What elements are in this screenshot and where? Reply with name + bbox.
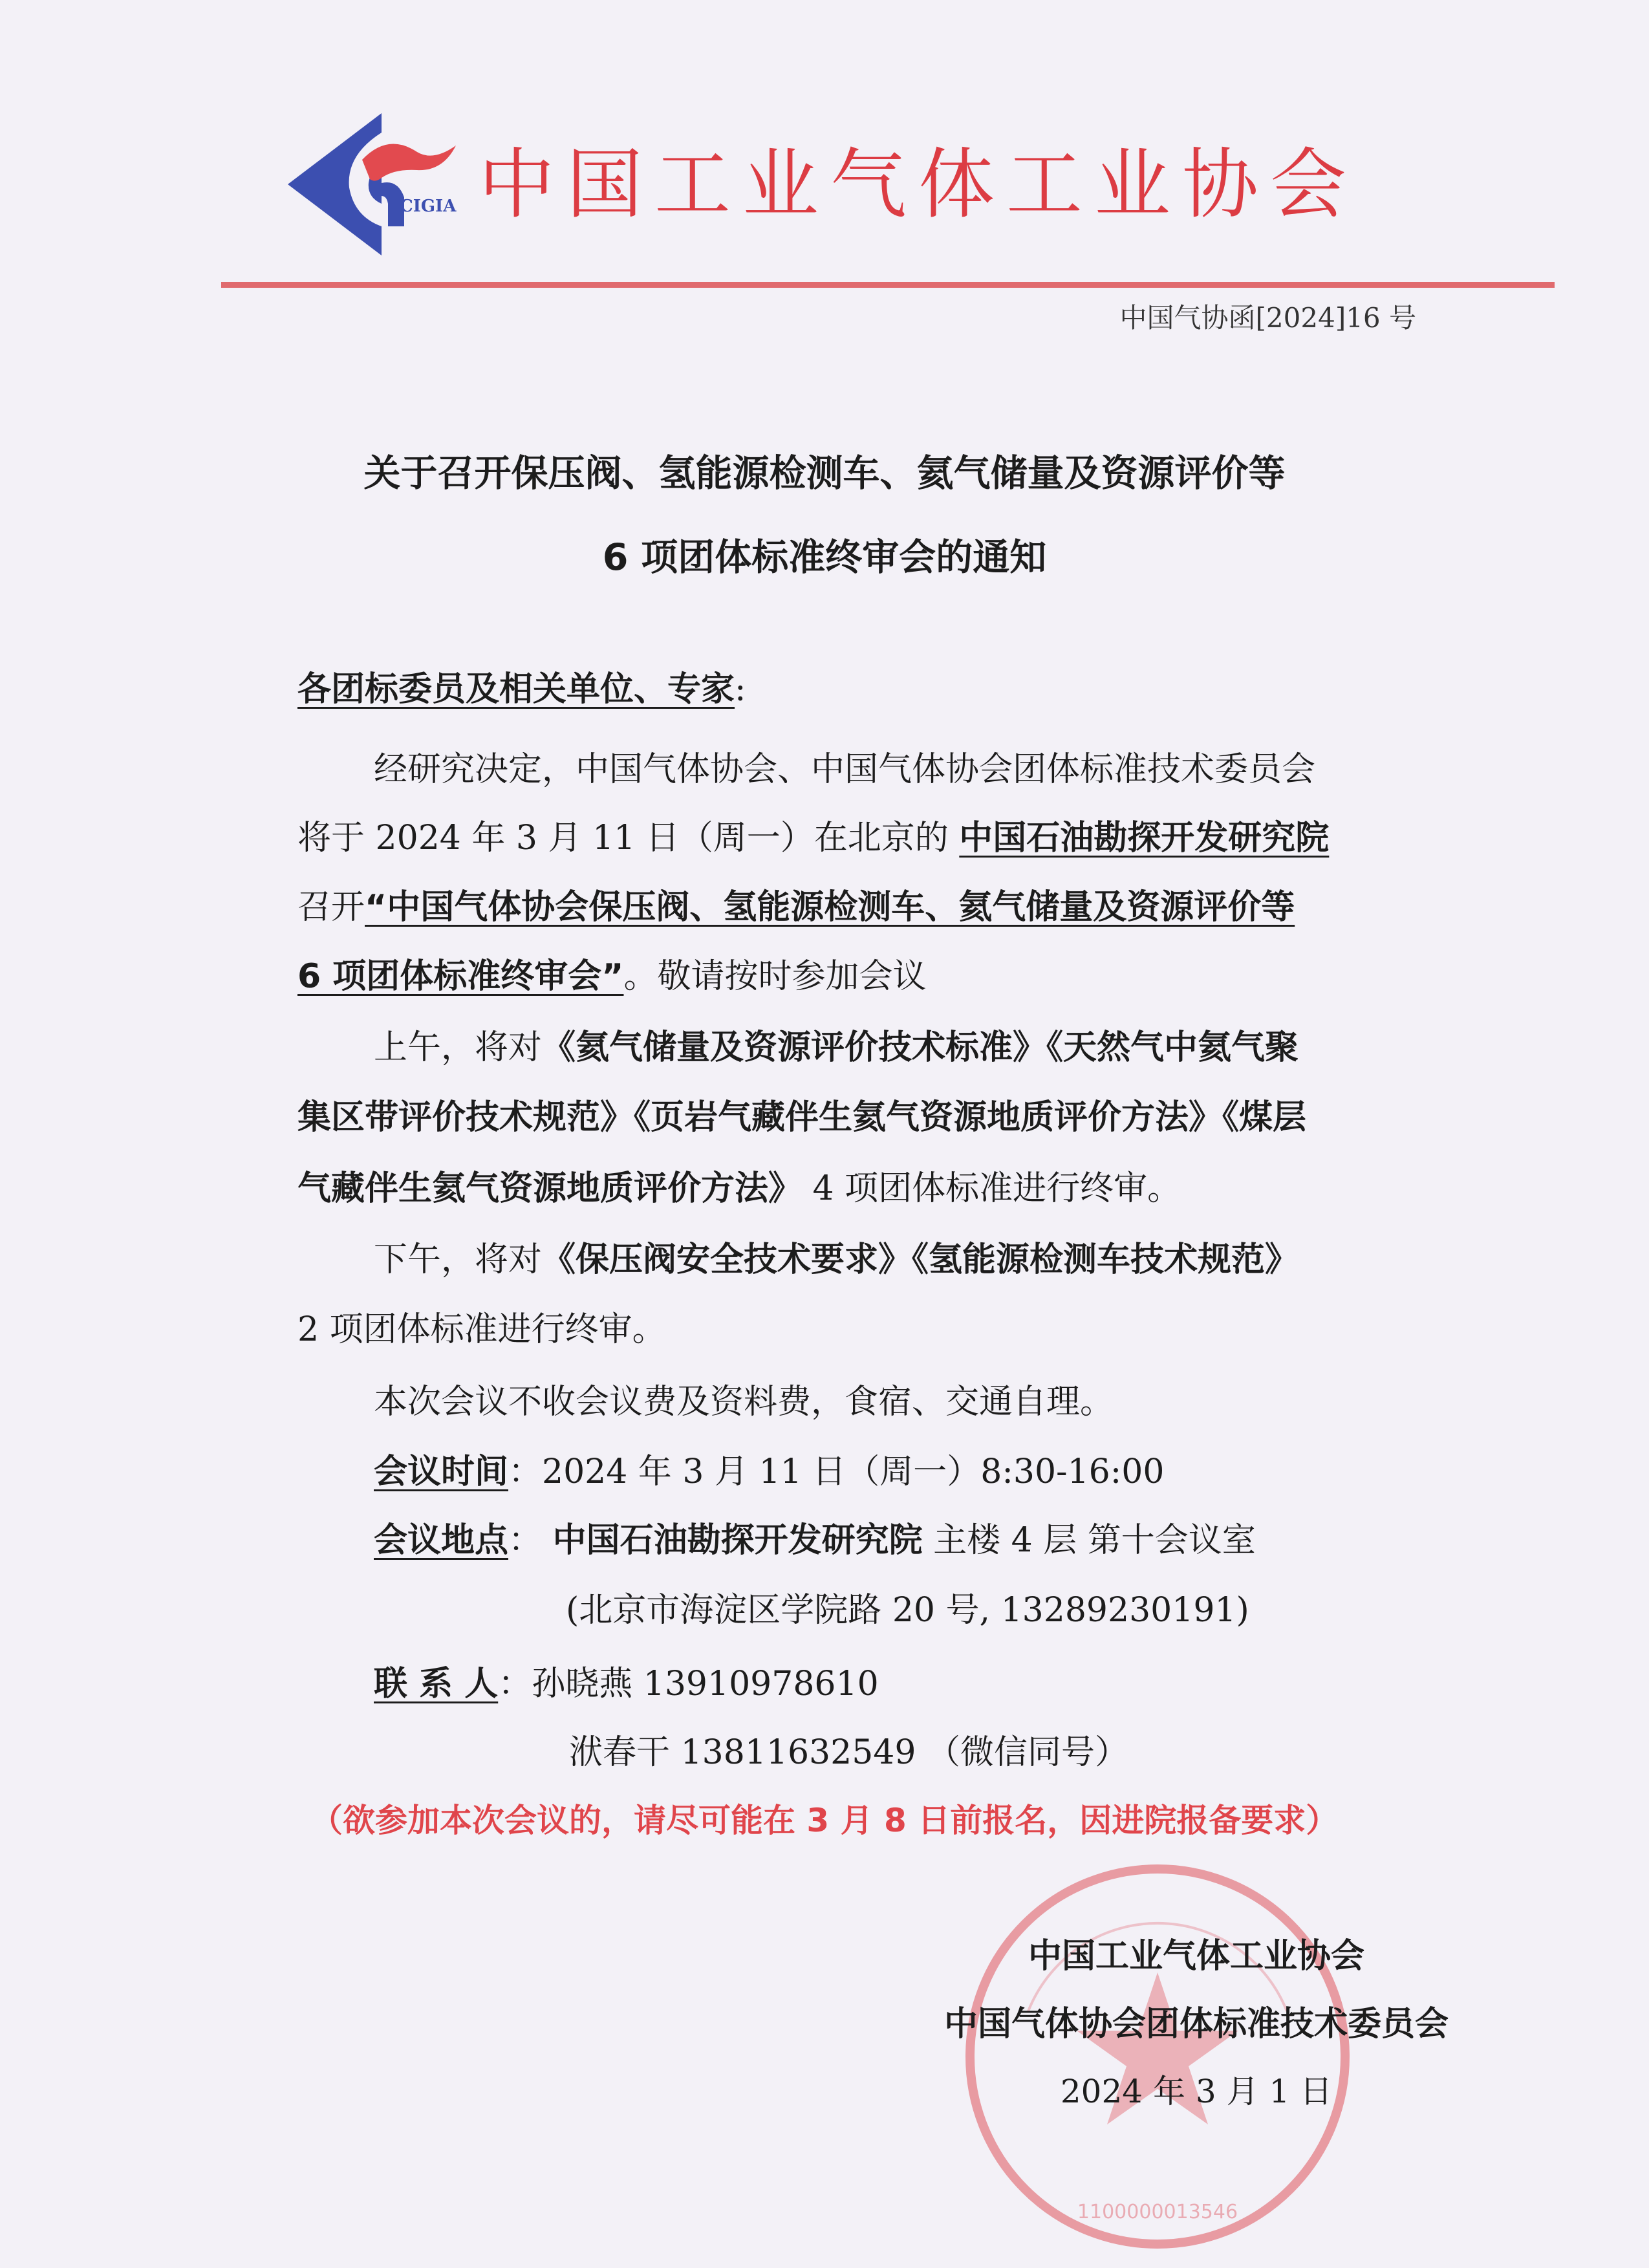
meeting-time-value: ：2024 年 3 月 11 日（周一）8:30-16:00 [508, 1453, 1165, 1491]
p3-line-2: 2 项团体标准进行终审。 [297, 1310, 666, 1349]
meeting-name-part-2: 6 项团体标准终审会” [297, 957, 624, 996]
meeting-place [374, 1516, 1256, 1565]
p1-line-2 [297, 814, 1329, 863]
afternoon-standards: 《保压阀安全技术要求》《氢能源检测车技术规范》 [542, 1240, 1299, 1279]
p1-line-4 [297, 952, 926, 1001]
p2-line-1-text: 上午，将对 [374, 1028, 543, 1067]
p3-line-1-text: 下午，将对 [374, 1240, 543, 1279]
contact-label: 联 系 人 [374, 1665, 499, 1703]
meeting-address: (北京市海淀区学院路 20 号, 13289230191) [566, 1591, 1249, 1630]
organization-title: 中国工业气体工业协会 [479, 140, 1359, 229]
salutation-colon: : [735, 670, 746, 709]
p2-line-3 [297, 1164, 1181, 1213]
svg-text:CIGIA: CIGIA [400, 197, 457, 216]
morning-standards-1: 《氦气储量及资源评价技术标准》《天然气中氦气聚 [542, 1028, 1299, 1067]
signature-org-2: 中国气体协会团体标准技术委员会 [943, 2005, 1449, 2044]
salutation-text: 各团标委员及相关单位、专家 [297, 670, 735, 709]
meeting-time-label: 会议时间 [374, 1453, 509, 1491]
meeting-place-colon: ： [508, 1521, 543, 1560]
venue-name: 中国石油勘探开发研究院 [959, 819, 1330, 858]
meeting-place-venue: 中国石油勘探开发研究院 [552, 1521, 923, 1560]
morning-standards-3: 气藏伴生氦气资源地质评价方法》 [297, 1169, 803, 1208]
registration-note: （欲参加本次会议的，请尽可能在 3 月 8 日前报名，因进院报备要求） [310, 1802, 1339, 1839]
meeting-time [374, 1447, 1164, 1496]
contact-1-value: ：孙晓燕 13910978610 [498, 1665, 879, 1703]
p1-line-3 [297, 883, 1295, 932]
contact-2: 洑春干 13811632549 （微信同号） [569, 1733, 1128, 1772]
meeting-name-part-1: “中国气体协会保压阀、氢能源检测车、氦气储量及资源评价等 [365, 888, 1295, 927]
p1-line-2-text: 将于 2024 年 3 月 11 日（周一）在北京的 [297, 819, 949, 858]
contact-1 [374, 1659, 879, 1709]
p2-line-1 [374, 1023, 1299, 1072]
p4-line: 本次会议不收会议费及资料费，食宿、交通自理。 [374, 1383, 1114, 1421]
p1-line-3-text: 召开 [297, 888, 365, 927]
notice-title-line-2: 6 项团体标准终审会的通知 [602, 536, 1047, 579]
salutation [297, 665, 746, 714]
meeting-place-label: 会议地点 [374, 1521, 509, 1560]
notice-title-line-1: 关于召开保压阀、氢能源检测车、氦气储量及资源评价等 [363, 452, 1286, 495]
cigia-logo [285, 107, 479, 262]
signature-org-1: 中国工业气体工业协会 [1028, 1937, 1364, 1976]
p1-line-1: 经研究决定，中国气体协会、中国气体协会团体标准技术委员会 [374, 750, 1316, 789]
p1-line-4-text: 。敬请按时参加会议 [623, 957, 927, 996]
seal-code-text: 1100000013546 [1077, 2201, 1238, 2223]
official-seal-stamp [957, 1856, 1358, 2257]
p3-line-1 [374, 1235, 1299, 1284]
p2-line-3-text: 4 项团体标准进行终审。 [812, 1169, 1181, 1208]
header-divider [221, 282, 1555, 288]
signature-date: 2024 年 3 月 1 日 [1060, 2073, 1333, 2110]
document-number: 中国气协函[2024]16 号 [1119, 302, 1416, 334]
meeting-place-room: 主楼 4 层 第十会议室 [933, 1521, 1256, 1560]
p2-line-2: 集区带评价技术规范》《页岩气藏伴生氦气资源地质评价方法》《煤层 [297, 1098, 1307, 1137]
